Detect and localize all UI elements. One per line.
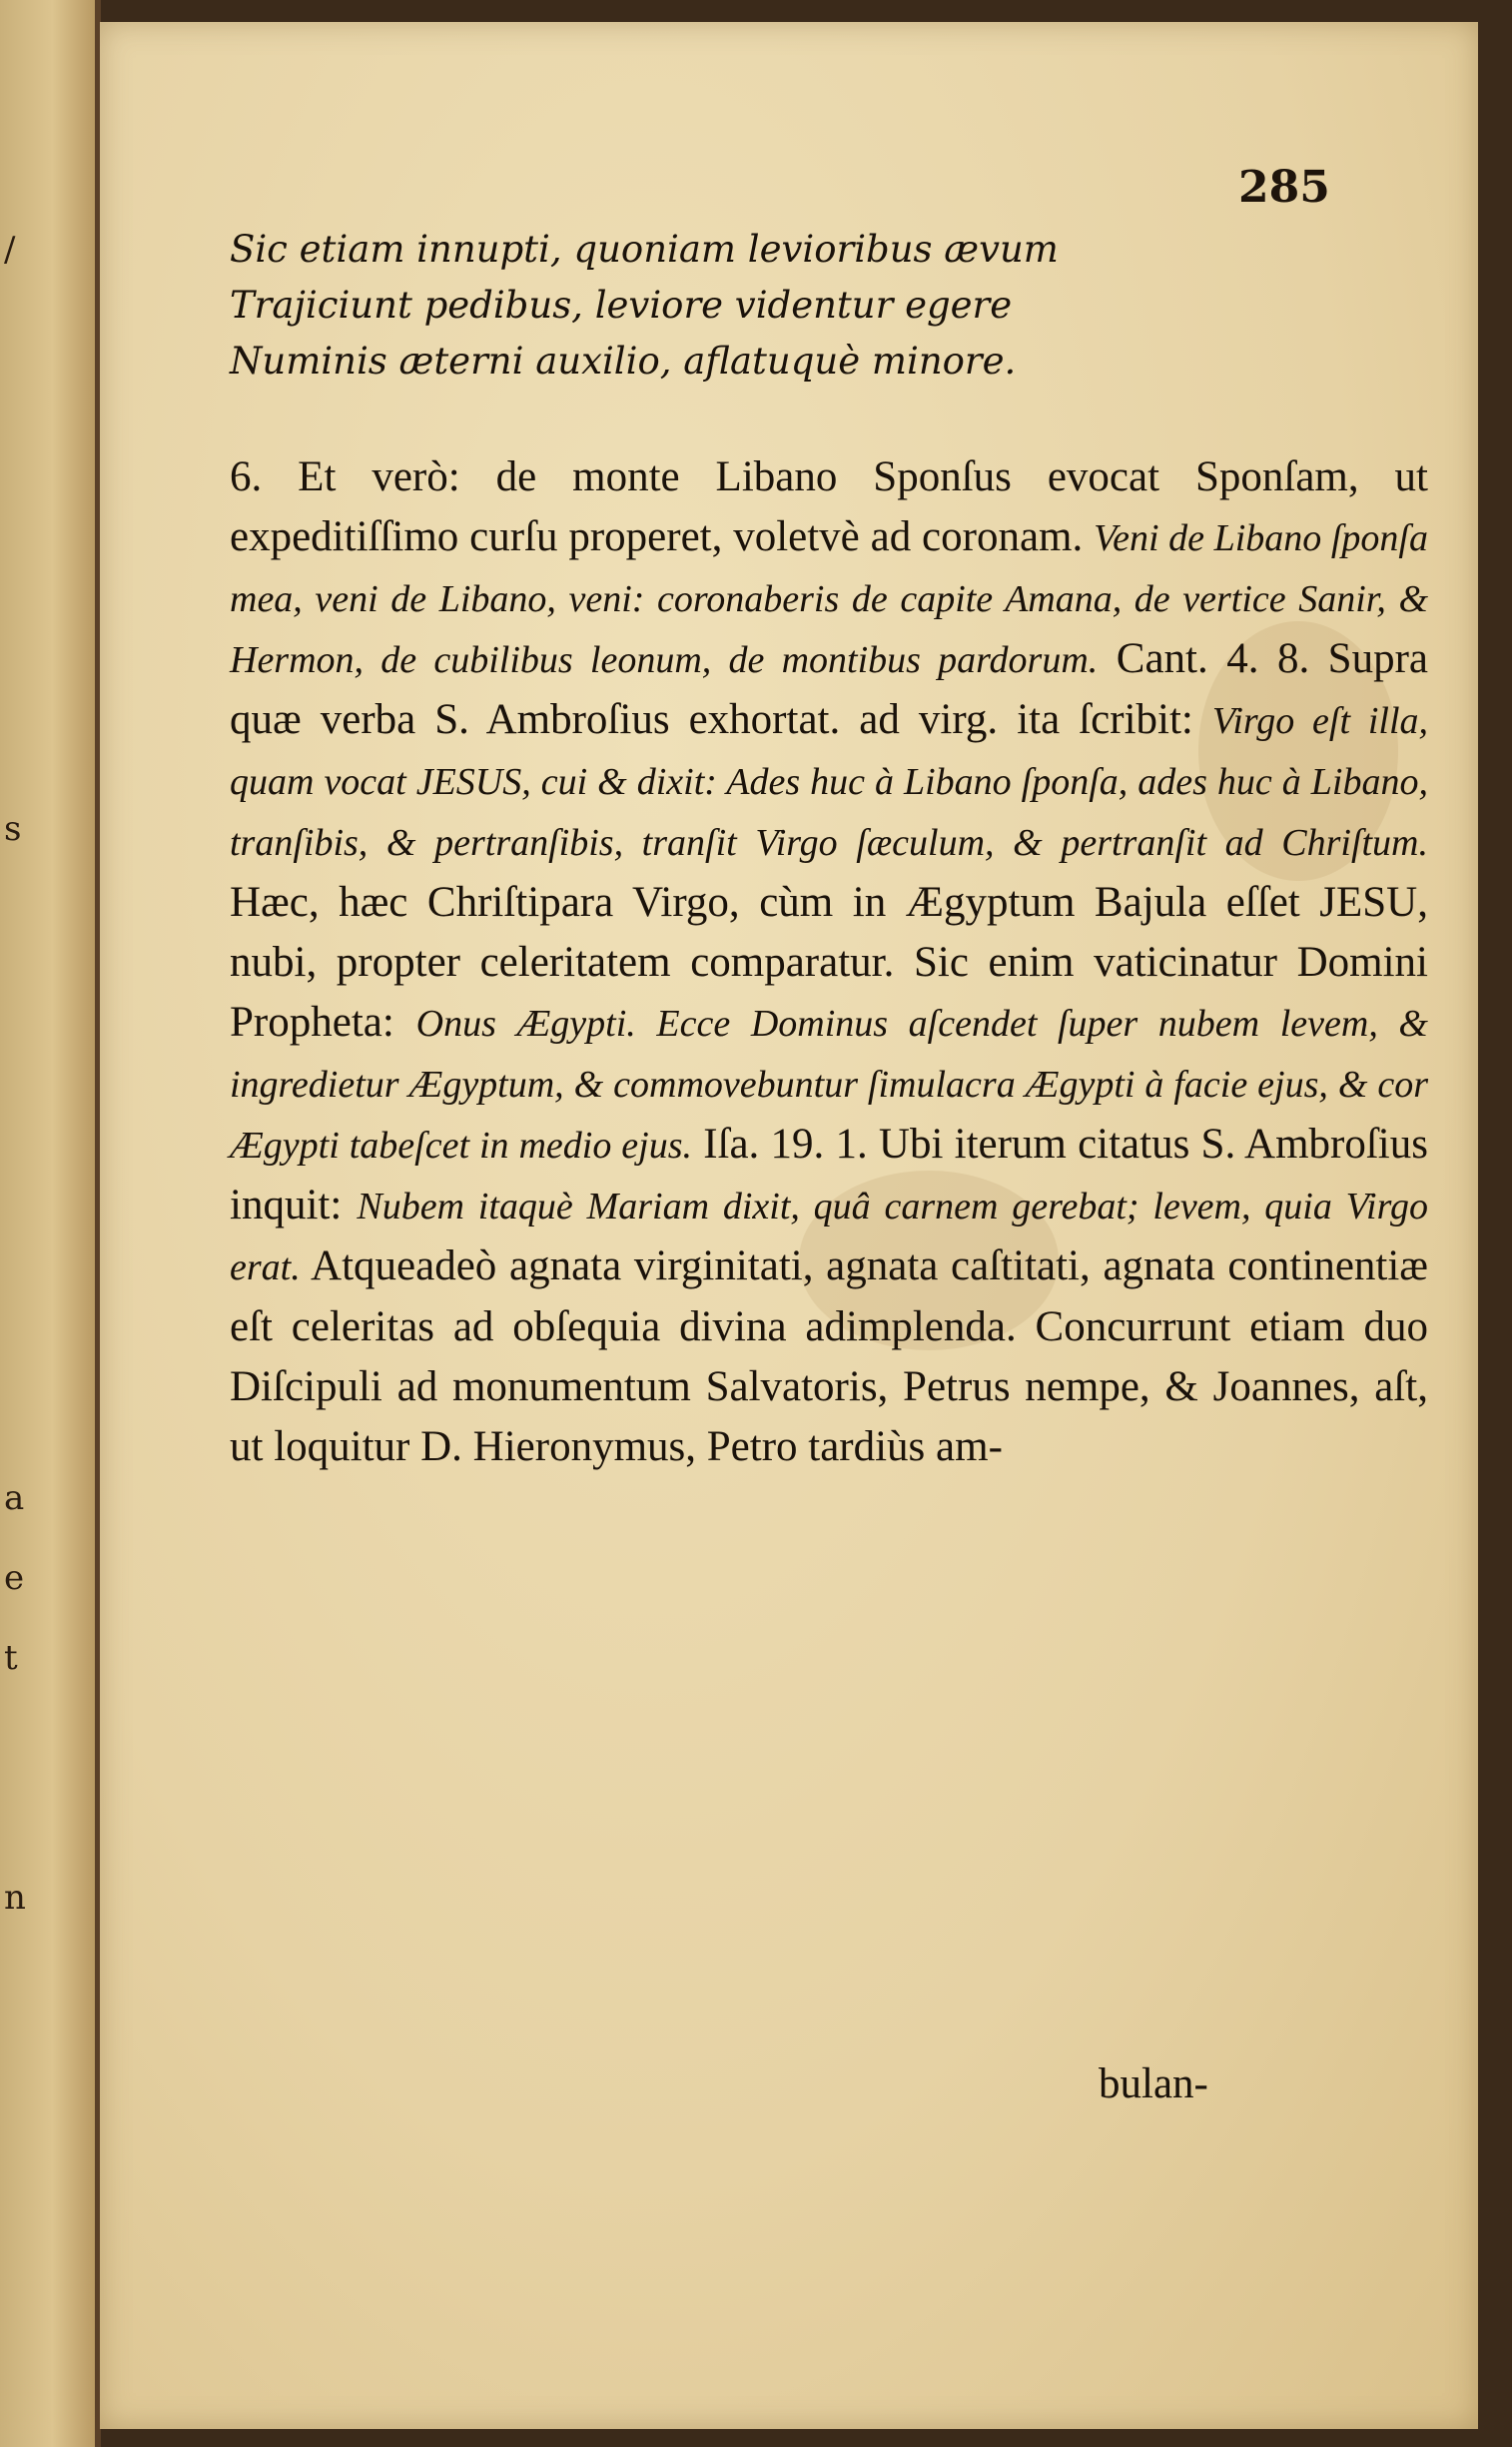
ambrose-quote: Nubem itaquè Mariam dixit, quâ carnem gerebat; levem, quia Virgo erat.	[230, 1186, 1428, 1288]
paragraph-text: Cant. 4. 8. Supra quæ verba S. Ambroſius exhortat. ad virg. ita ſcribit:	[230, 635, 1428, 743]
left-page-fragment: e	[4, 1558, 25, 1598]
left-page-fragment: a	[4, 1478, 25, 1518]
paragraph-text: Iſa. 19. 1. Ubi iterum citatus S. Ambroſius inquit:	[230, 1121, 1428, 1228]
verse-line: Trajiciunt pedibus, leviore videntur egere	[230, 284, 1013, 327]
ambrose-quote: Virgo eſt illa, quam vocat JESUS, cui & dixit: Ades huc à Libano ſponſa, ades huc à Libano, tranſibis, & pertranſibis, tranſit Virgo ſæculum, & pertranſit ad Chriſtum.	[230, 700, 1428, 864]
book-page	[100, 22, 1478, 2429]
paragraph-text: Atqueadeò agnata virginitati, agnata caſtitati, agnata continentiæ eſt celeritas ad obſequia divina adimplenda. Concurrunt etiam duo Diſcipuli ad monumentum Salvatoris, Petrus nempe, & Joannes, aſt, ut loquitur D. Hieronymus, Petro tardiùs am-	[230, 1242, 1428, 1470]
paragraph-text: 6. Et verò: de monte Libano Sponſus evocat Sponſam, ut expeditiſſimo curſu properet, voletvè ad coronam.	[230, 453, 1428, 560]
catchword: bulan-	[1099, 2060, 1208, 2107]
page-number: 285	[1238, 162, 1330, 213]
left-page-fragment: s	[4, 809, 22, 849]
left-page-fragment: n	[4, 1878, 26, 1918]
left-page-fragment: t	[4, 1638, 18, 1678]
left-page-edge	[0, 0, 95, 2447]
text-block	[230, 222, 1428, 1520]
scripture-quote: Veni de Libano ſponſa mea, veni de Libano, veni: coronaberis de capite Amana, de vertice Sanir, & Hermon, de cubilibus leonum, de montibus pardorum.	[230, 517, 1428, 681]
verse-quotation	[230, 222, 1428, 390]
verse-line: Numinis æterni auxilio, aflatuquè minore.	[230, 340, 1017, 383]
verse-line: Sic etiam innupti, quoniam levioribus ævum	[230, 228, 1059, 271]
main-paragraph	[230, 447, 1428, 1477]
left-page-fragment: /	[4, 230, 16, 270]
isaiah-quote: Onus Ægypti. Ecce Dominus aſcendet ſuper nubem levem, & ingredietur Ægyptum, & commovebuntur ſimulacra Ægypti à facie ejus, & cor Ægypti tabeſcet in medio ejus.	[230, 1003, 1428, 1167]
paragraph-text: Hæc, hæc Chriſtipara Virgo, cùm in Ægyptum Bajula eſſet JESU, nubi, propter celeritatem comparatur. Sic enim vaticinatur Domini Propheta:	[230, 879, 1428, 1046]
